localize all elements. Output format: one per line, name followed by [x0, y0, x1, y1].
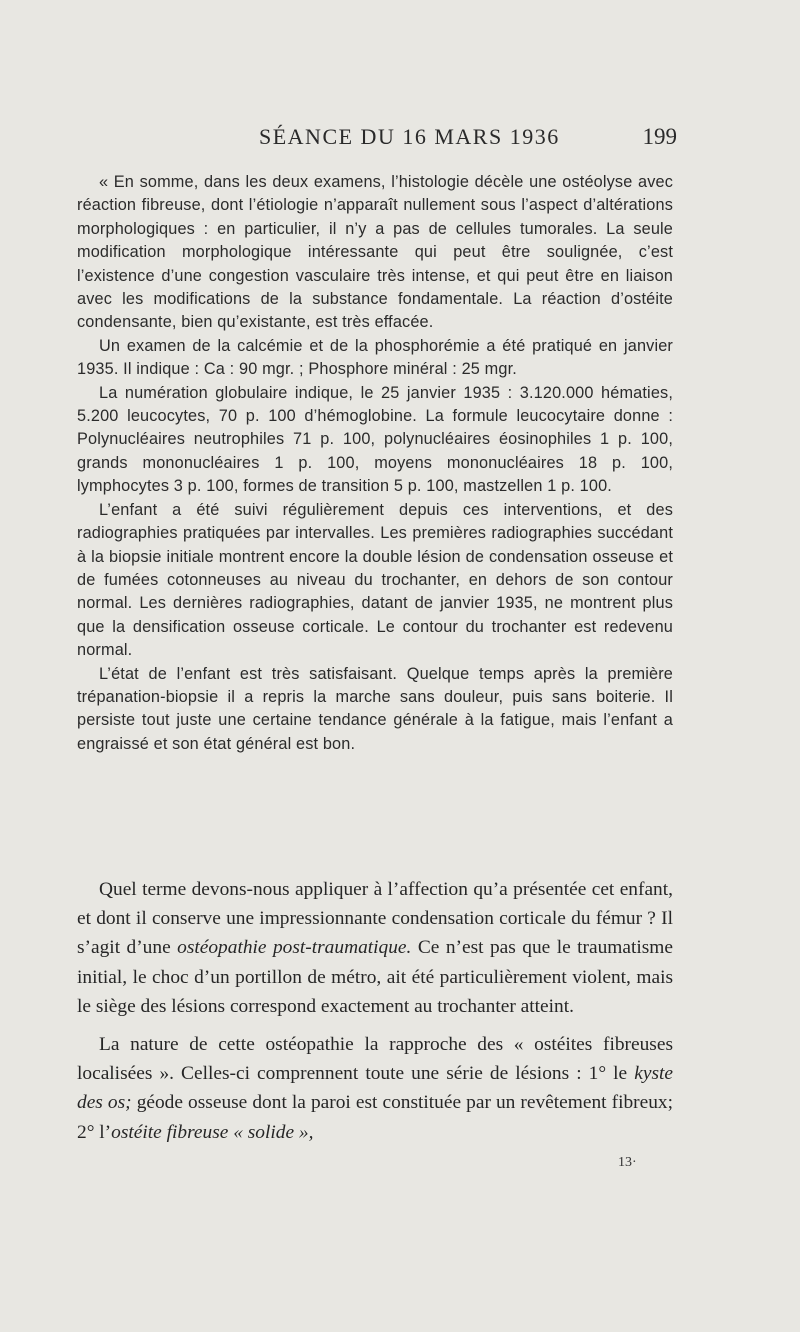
quoted-report	[77, 171, 673, 756]
quoted-paragraph: « En somme, dans les deux examens, l’histologie décèle une ostéolyse avec réaction fibreuse, dont l’étiologie n’apparaît nullement sous l’aspect d’altérations morphologiques : en particulier, il n’y a pas de cellules tumorales. La seule modification morphologique intéressante qui peut être soulignée, c’est l’existence d’une congestion vasculaire très intense, et qui peut être en liaison avec les modifications de la substance fondamentale. La réaction d’ostéite condensante, bien qu’existante, est très effacée.	[77, 173, 673, 332]
quoted-paragraph: La numération globulaire indique, le 25 janvier 1935 : 3.120.000 hématies, 5.200 leucocytes, 70 p. 100 d’hémoglobine. La formule leucocytaire donne : Polynucléaires neutrophiles 71 p. 100, polynucléaires éosinophiles 1 p. 100, grands mononucléaires 1 p. 100, moyens mononucléaires 18 p. 100, lymphocytes 3 p. 100, formes de transition 5 p. 100, mastzellen 1 p. 100.	[77, 383, 673, 496]
main-text-run: Ce n’est pas que le traumatisme initial, le choc d’un portillon de métro, ait été particulièrement violent, mais le siège des lésions correspond exactement au trochanter atteint.	[77, 937, 673, 1017]
main-paragraph	[77, 1030, 673, 1147]
quoted-paragraph: Un examen de la calcémie et de la phosphorémie a été pratiqué en janvier 1935. Il indique : Ca : 90 mgr. ; Phosphore minéral : 25 mgr.	[77, 336, 673, 379]
main-text-run: Quel terme devons-nous appliquer à l’affection qu’a présentée cet enfant, et dont il conserve une impressionnante condensation corticale du fémur ? Il s’agit d’une	[77, 879, 673, 959]
italic-term: ostéite fibreuse « solide »,	[111, 1121, 314, 1143]
signature-mark: 13·	[618, 1155, 637, 1170]
quoted-paragraph: L’état de l’enfant est très satisfaisant. Quelque temps après la première trépanation-biopsie il a repris la marche sans douleur, puis sans boiterie. Il persiste tout juste une certaine tendance générale à la fatigue, mais l’enfant a engraissé et son état général est bon.	[77, 664, 673, 753]
main-text	[77, 875, 673, 1156]
page-header	[0, 124, 800, 156]
italic-term: ostéopathie post-traumatique.	[177, 937, 412, 959]
main-paragraph	[77, 875, 673, 1021]
page-number: 199	[642, 124, 677, 149]
main-text-run: géode osseuse dont la paroi est constituée par un revêtement fibreux; 2° l’	[77, 1092, 673, 1143]
quoted-paragraph: L’enfant a été suivi régulièrement depuis ces interventions, et des radiographies pratiquées par intervalles. Les premières radiographies succédant à la biopsie initiale montrent encore la double lésion de condensation osseuse et de fumées cotonneuses au niveau du trochanter, en dehors de son contour normal. Les dernières radiographies, datant de janvier 1935, ne montrent plus que la densification osseuse corticale. Le contour du trochanter est redevenu normal.	[77, 500, 673, 660]
italic-term: kyste des os;	[77, 1063, 673, 1114]
main-text-run: La nature de cette ostéopathie la rapproche des « ostéites fibreuses localisées ». Celles-ci comprennent toute une série de lésions : 1° le	[77, 1034, 673, 1085]
running-title: SÉANCE DU 16 MARS 1936	[259, 124, 560, 149]
